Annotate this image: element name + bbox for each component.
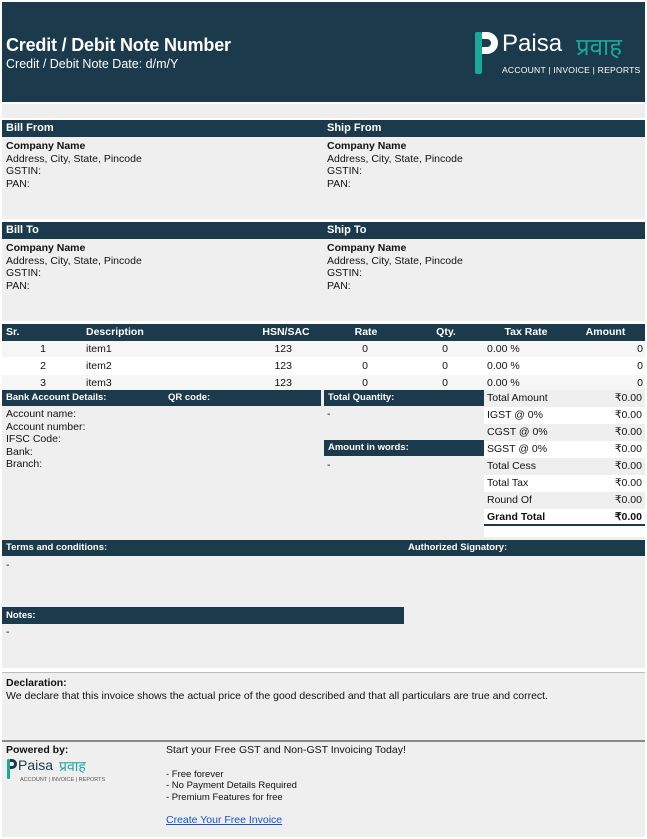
summary-value: ₹0.00: [614, 426, 642, 438]
bank-title: Bank Account Details:: [2, 390, 164, 406]
table-row: [2, 375, 645, 390]
logo-wordmark-hindi: प्रवाह: [576, 33, 622, 61]
terms-panel: [2, 537, 645, 668]
terms-value: -: [6, 559, 10, 571]
row-tax-rate: 0.00 %: [487, 343, 520, 355]
summary-row-cgst: [484, 424, 645, 441]
row-qty: 0: [442, 377, 448, 389]
bill-from-title: Bill From: [6, 122, 54, 134]
summary-row-grand-total: [484, 509, 645, 526]
bill-from-gstin: GSTIN:: [6, 165, 42, 178]
col-amount: Amount: [585, 326, 626, 338]
summary-row-cess: [484, 458, 645, 475]
bill-from-block: [2, 137, 322, 190]
notes-title: Notes:: [2, 607, 404, 624]
bank-name: Bank:: [6, 445, 33, 458]
items-table-header: [2, 324, 645, 341]
summary-value: ₹0.00: [614, 409, 642, 421]
feature-list: [166, 769, 297, 803]
row-rate: 0: [362, 343, 368, 355]
page-title: Credit / Debit Note Number: [6, 35, 231, 55]
bill-to-address: Address, City, State, Pincode: [6, 254, 142, 267]
footer-logo-tagline: ACCOUNT | INVOICE | REPORTS: [20, 777, 106, 783]
declaration-text: We declare that this invoice shows the actual price of the good described and that all particulars are true and correct.: [6, 690, 549, 702]
terms-title: Terms and conditions:: [2, 540, 404, 556]
paisa-logo-icon: [6, 758, 18, 780]
table-row: [2, 341, 645, 358]
ship-to-pan: PAN:: [327, 279, 351, 292]
footer-headline: Start your Free GST and Non-GST Invoicing Today!: [166, 744, 406, 756]
summary-row-sgst: [484, 441, 645, 458]
ship-from-block: [323, 137, 643, 190]
bill-from-pan: PAN:: [6, 177, 30, 190]
row-sr: 2: [40, 360, 46, 372]
account-number: Account number:: [6, 420, 86, 433]
summary-label: IGST @ 0%: [487, 409, 543, 421]
ship-to-block: [323, 239, 643, 292]
row-hsn: 123: [274, 360, 292, 372]
branch-name: Branch:: [6, 458, 43, 471]
row-description: item2: [86, 360, 112, 372]
create-free-invoice-link[interactable]: Create Your Free Invoice: [166, 814, 283, 826]
ship-from-pan: PAN:: [327, 177, 351, 190]
summary-label: Round Of: [487, 494, 532, 506]
footer: [2, 740, 645, 837]
summary-row-igst: [484, 407, 645, 424]
col-hsn: HSN/SAC: [262, 326, 310, 338]
notes-value: -: [6, 626, 10, 638]
summary-label: Total Tax: [487, 477, 529, 489]
signatory-title: Authorized Signatory:: [404, 540, 645, 556]
table-row: [2, 358, 645, 375]
col-sr: Sr.: [6, 326, 20, 338]
row-qty: 0: [442, 343, 448, 355]
bill-to-title: Bill To: [6, 224, 39, 236]
col-rate: Rate: [354, 326, 378, 338]
qr-title: QR code:: [164, 390, 321, 406]
row-qty: 0: [442, 360, 448, 372]
ship-from-gstin: GSTIN:: [327, 165, 363, 178]
summary-value: ₹0.00: [614, 477, 642, 489]
bill-to-block: [2, 239, 322, 292]
bill-to-gstin: GSTIN:: [6, 267, 42, 280]
ship-from-address: Address, City, State, Pincode: [327, 152, 463, 165]
col-description: Description: [86, 326, 144, 338]
summary-value: ₹0.00: [614, 443, 642, 455]
summary-value: ₹0.00: [614, 511, 642, 523]
row-rate: 0: [362, 360, 368, 372]
logo-wordmark: Paisa: [502, 30, 563, 57]
bill-from-company: Company Name: [6, 140, 86, 152]
logo-tagline: ACCOUNT | INVOICE | REPORTS: [502, 65, 641, 75]
summary-row-total-amount: [484, 390, 645, 407]
invoice-header: [2, 2, 645, 102]
account-name: Account name:: [6, 408, 77, 420]
row-description: item3: [86, 377, 112, 389]
amount-in-words-value: -: [327, 459, 331, 471]
bill-from-address: Address, City, State, Pincode: [6, 152, 142, 165]
feature-item: - Premium Features for free: [166, 791, 283, 803]
summary-row-total-tax: [484, 475, 645, 492]
declaration-title: Declaration:: [6, 677, 67, 689]
ship-from-company: Company Name: [327, 140, 407, 152]
summary-label: Total Cess: [487, 460, 537, 472]
row-rate: 0: [362, 377, 368, 389]
ship-to-address: Address, City, State, Pincode: [327, 254, 463, 267]
summary-label: Grand Total: [487, 511, 546, 523]
spacer: [2, 104, 645, 118]
summary-label: CGST @ 0%: [487, 426, 548, 438]
footer-logo-wordmark: Paisa: [18, 757, 54, 773]
ship-to-company: Company Name: [327, 242, 407, 254]
row-tax-rate: 0.00 %: [487, 377, 520, 389]
note-date: Credit / Debit Note Date: d/m/Y: [6, 57, 179, 71]
row-amount: 0: [637, 343, 643, 355]
powered-by-label: Powered by:: [6, 744, 69, 756]
row-hsn: 123: [274, 343, 292, 355]
ifsc-code: IFSC Code:: [6, 433, 61, 446]
row-hsn: 123: [274, 377, 292, 389]
row-tax-rate: 0.00 %: [487, 360, 520, 372]
summary-row-round-off: [484, 492, 645, 509]
summary-label: Total Amount: [487, 392, 548, 404]
declaration-panel: [2, 672, 645, 740]
feature-item: - No Payment Details Required: [166, 780, 297, 792]
row-description: item1: [86, 343, 112, 355]
row-sr: 1: [40, 343, 46, 355]
feature-item: - Free forever: [166, 769, 224, 780]
col-qty: Qty.: [436, 326, 456, 338]
paisa-logo-icon: [472, 30, 500, 76]
summary-value: ₹0.00: [614, 392, 642, 404]
summary-value: ₹0.00: [614, 494, 642, 506]
row-sr: 3: [40, 377, 46, 389]
summary-value: ₹0.00: [614, 460, 642, 472]
total-quantity-value: -: [327, 408, 331, 420]
summary-label: SGST @ 0%: [487, 443, 548, 455]
bill-to-pan: PAN:: [6, 279, 30, 292]
footer-logo-wordmark-hindi: प्रवाह: [59, 759, 86, 775]
bill-to-company: Company Name: [6, 242, 86, 254]
bank-details: [6, 408, 85, 471]
total-quantity-title: Total Quantity:: [324, 390, 484, 406]
col-tax-rate: Tax Rate: [504, 326, 548, 338]
row-amount: 0: [637, 377, 643, 389]
ship-to-title: Ship To: [327, 224, 367, 236]
amount-in-words-title: Amount in words:: [324, 440, 484, 456]
row-amount: 0: [637, 360, 643, 372]
ship-from-title: Ship From: [327, 122, 382, 134]
ship-to-gstin: GSTIN:: [327, 267, 363, 280]
